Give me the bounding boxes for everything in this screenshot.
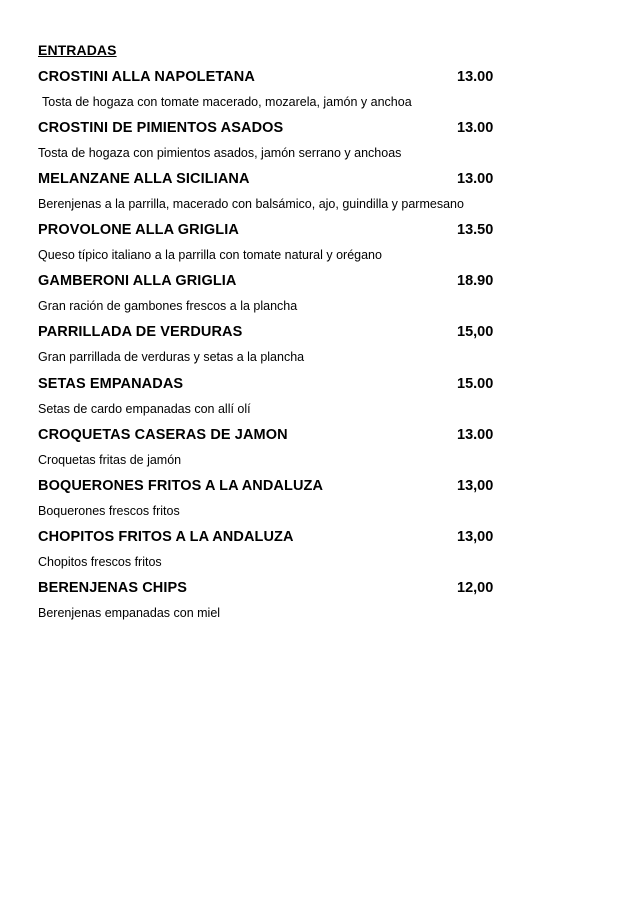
section-title: ENTRADAS: [38, 42, 117, 58]
item-name: CROSTINI DE PIMIENTOS ASADOS: [38, 120, 284, 137]
item-description: Berenjenas a la parrilla, macerado con balsámico, ajo, guindilla y parmesano: [38, 197, 464, 212]
item-price: 13,00: [457, 477, 494, 494]
item-name: PROVOLONE ALLA GRIGLIA: [38, 222, 239, 239]
menu-item-boquerones: [38, 476, 538, 527]
menu-item-setas: [38, 374, 538, 425]
item-price: 15.00: [457, 375, 494, 392]
item-name: BERENJENAS CHIPS: [38, 579, 188, 596]
item-price: 13,00: [457, 528, 494, 545]
item-description: Berenjenas empanadas con miel: [38, 605, 221, 620]
item-description: Tosta de hogaza con tomate macerado, mozarela, jamón y anchoa: [42, 95, 412, 109]
item-name: GAMBERONI ALLA GRIGLIA: [38, 273, 237, 290]
item-description: Boquerones frescos fritos: [38, 503, 180, 518]
item-price: 13.50: [457, 222, 494, 239]
item-name: MELANZANE ALLA SICILIANA: [38, 171, 250, 188]
item-price: 15,00: [457, 324, 494, 341]
item-description: Queso típico italiano a la parrilla con tomate natural y orégano: [38, 248, 382, 263]
item-price: 13.00: [457, 426, 494, 443]
item-name: SETAS EMPANADAS: [38, 375, 184, 392]
menu-item-croquetas: [38, 425, 538, 476]
item-description: Gran ración de gambones frescos a la plancha: [38, 299, 298, 314]
menu-list: [38, 67, 538, 629]
item-price: 13.00: [457, 120, 494, 137]
item-name: CHOPITOS FRITOS A LA ANDALUZA: [38, 528, 294, 545]
item-name: CROQUETAS CASERAS DE JAMON: [38, 426, 288, 443]
item-description: Croquetas fritas de jamón: [38, 452, 182, 467]
menu-item-parrillada: [38, 322, 538, 373]
item-name: CROSTINI ALLA NAPOLETANA: [38, 69, 255, 85]
menu-item-melanzane: [38, 169, 538, 220]
item-name: BOQUERONES FRITOS A LA ANDALUZA: [38, 477, 324, 494]
menu-item-crostini-pimientos: [38, 118, 538, 169]
item-description: Tosta de hogaza con pimientos asados, jamón serrano y anchoas: [38, 146, 402, 161]
item-price: 18.90: [457, 273, 494, 290]
item-price: 12,00: [457, 579, 494, 596]
item-description: Gran parrillada de verduras y setas a la plancha: [38, 350, 305, 365]
item-name: PARRILLADA DE VERDURAS: [38, 324, 243, 341]
item-description: Setas de cardo empanadas con allí olí: [38, 401, 251, 416]
menu-item-crostini-napoletana: [38, 67, 538, 118]
item-price: 13.00: [457, 171, 494, 188]
menu-item-provolone: [38, 220, 538, 271]
menu-item-berenjenas-chips: [38, 578, 538, 629]
menu-item-chopitos: [38, 527, 538, 578]
item-price: 13.00: [457, 69, 494, 85]
item-description: Chopitos frescos fritos: [38, 554, 162, 569]
menu-item-gamberoni: [38, 271, 538, 322]
